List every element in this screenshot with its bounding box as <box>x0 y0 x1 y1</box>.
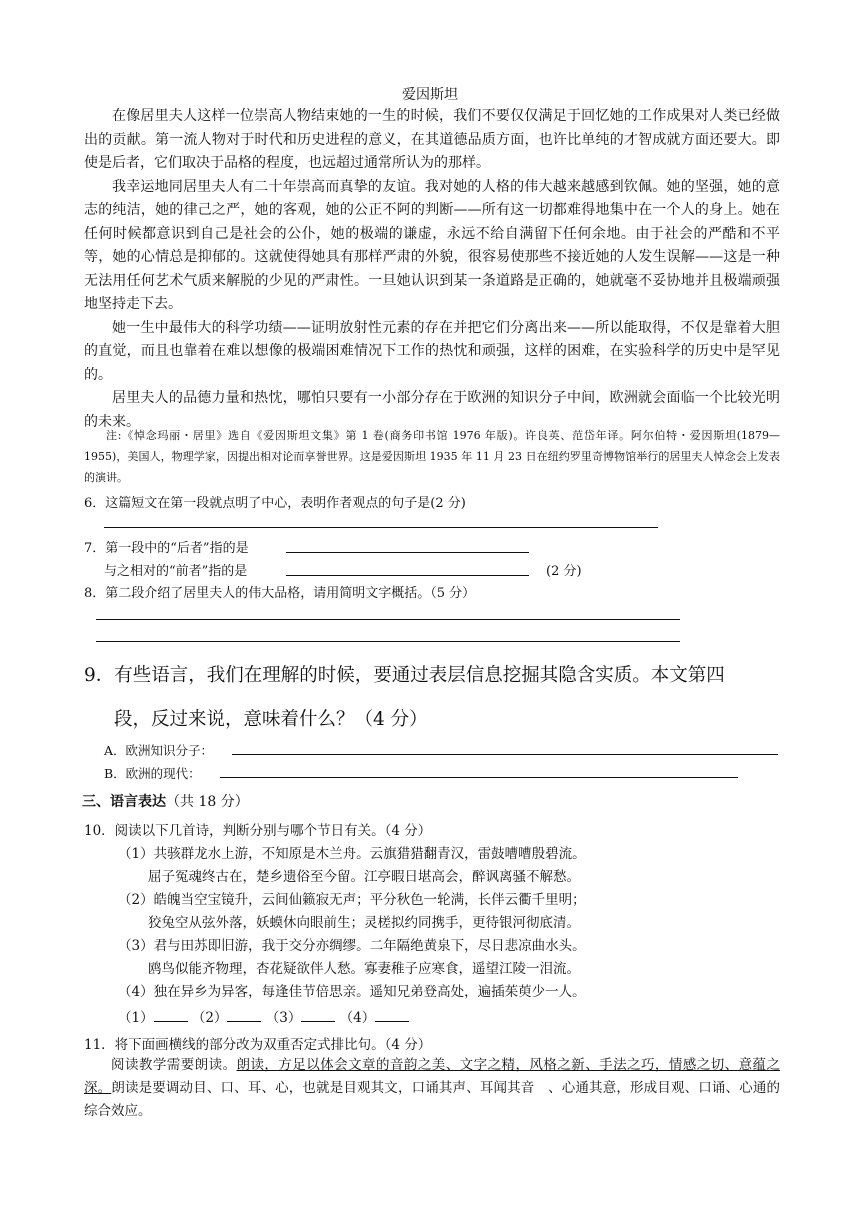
question-7-line1: 7．第一段中的“后者”指的是 <box>84 541 249 556</box>
question-10-answers: （1） （2） （3） （4） <box>118 1006 409 1026</box>
passage-paragraph-4: 居里夫人的品德力量和热忱，哪怕只要有一小部分存在于欧洲的知识分子中间，欧洲就会面临一个比较光明的未来。 <box>84 390 780 430</box>
passage-paragraph-2: 我幸运地同居里夫人有二十年崇高而真挚的友谊。我对她的人格的伟大越来越感到钦佩。她的坚强，她的意志的纯洁，她的律己之严，她的客观，她的公正不阿的判断——所有这一切都难得地集中在一个人的身上。她在任何时候都意识到自己是社会的公仆，她的极端的谦虚，永远不给自满留下任何余地。由于社会的严酷和不平等，她的心情总是抑郁的。这就使得她具有那样严肃的外貌，很容易使那些不接近她的人发生误解——这是一种无法用任何艺术气质来解脱的少见的严肃性。一旦她认识到某一条道路是正确的，她就毫不妥协地并且极端顽强地坚持走下去。 <box>84 178 780 312</box>
question-9-line2: 段，反过来说，意味着什么？（4 分） <box>114 709 428 730</box>
question-7-score: (2 分) <box>546 564 582 579</box>
passage-paragraph-3: 她一生中最伟大的科学功绩——证明放射性元素的存在并把它们分离出来——所以能取得，不仅是靠着大胆的直觉，而且也靠着在难以想像的极端困难情况下工作的热忱和顽强，这样的困难，在实验科学的历史中是罕见的。 <box>84 319 780 383</box>
poem-2-line2: 狡兔空从弦外落，妖蟆休向眼前生；灵槎拟约同携手，更待银河彻底清。 <box>148 915 580 931</box>
question-9-b-label: B．欧洲的现代： <box>104 766 201 781</box>
question-8: 8．第二段介绍了居里夫人的伟大品格，请用简明文字概括。（5 分） <box>84 586 476 601</box>
poem-3-line2: 鸥鸟似能齐物理，杏花疑欲伴人愁。寡妻稚子应寒食，遥望江陵一泪流。 <box>148 961 580 977</box>
passage-body <box>84 105 780 434</box>
passage-author-title: 爱因斯坦 <box>402 87 458 103</box>
passage-note: 注:《悼念玛丽・居里》选自《爱因斯坦文集》第 1 卷(商务印书馆 1976 年版)。许良英、范岱年译。阿尔伯特・爱因斯坦(1879—1955)，美国人，物理学家，因提出相对论而享誉世界。这是爱因斯坦 1935 年 11 月 23 日在纽约罗里奇博物馆举行的居里夫人悼念会上发表的演讲。 <box>84 429 780 484</box>
answer-line-q8a[interactable] <box>96 619 680 620</box>
answer-blank-1[interactable] <box>154 1009 188 1022</box>
answer-line-q8b[interactable] <box>96 641 680 642</box>
question-10: 10．阅读以下几首诗，判断分别与哪个节日有关。（4 分） <box>84 823 432 839</box>
answer-line-q9b[interactable] <box>220 777 738 778</box>
poem-3-line1: （3）君与田苏即旧游，我于交分亦绸缪。二年隔绝黄泉下，尽日悲凉曲水头。 <box>118 938 586 954</box>
question-6: 6．这篇短文在第一段就点明了中心，表明作者观点的句子是(2 分) <box>84 496 466 511</box>
poem-1-line2: 屈子冤魂终古在，楚乡遗俗至今留。江亭暇日堪高会，醉讽离骚不解愁。 <box>148 869 580 885</box>
question-9-line1: 9．有些语言，我们在理解的时候，要通过表层信息挖掘其隐含实质。本文第四 <box>84 665 725 686</box>
passage-paragraph-1: 在像居里夫人这样一位崇高人物结束她的一生的时候，我们不要仅仅满足于回忆她的工作成果对人类已经做出的贡献。第一流人物对于时代和历史进程的意义，在其道德品质方面，也许比单纯的才智成就方面还要大。即使是后者，它们取决于品格的程度，也远超过通常所认为的那样。 <box>84 108 780 171</box>
section-3-score: （共 18 分） <box>166 794 249 810</box>
poem-2-line1: （2）皓魄当空宝镜升，云间仙籁寂无声；平分秋色一轮满，长伴云衢千里明； <box>118 892 586 908</box>
answer-line-q7a[interactable] <box>286 552 529 553</box>
underlined-sentence: 朗读，方足以体会文章的音韵之美、文字之精，风格之新、手法之巧，情感之切、意蕴之深。 <box>84 1057 781 1096</box>
answer-blank-3[interactable] <box>301 1009 335 1022</box>
answer-line-q6[interactable] <box>104 527 658 528</box>
answer-line-q7b[interactable] <box>286 575 529 576</box>
question-9-a-label: A．欧洲知识分子： <box>104 743 214 758</box>
answer-line-q9a[interactable] <box>232 754 778 755</box>
question-7-line2: 与之相对的“前者”指的是 <box>104 564 248 579</box>
answer-blank-2[interactable] <box>227 1009 261 1022</box>
answer-blank-4[interactable] <box>375 1009 409 1022</box>
poem-1-line1: （1）共骇群龙水上游，不知原是木兰舟。云旗猎猎翻青汉，雷鼓嘈嘈殷碧流。 <box>118 846 586 862</box>
poem-4-line1: （4）独在异乡为异客，每逢佳节倍思亲。遥知兄弟登高处，遍插茱萸少一人。 <box>118 984 586 1000</box>
question-11-passage: 阅读教学需要朗读。朗读，方足以体会文章的音韵之美、文字之精，风格之新、手法之巧，情感之切、意蕴之深。朗读是要调动目、口、耳、心，也就是目观其文，口诵其声、耳闻其音 、心通其意，形成目观、口诵、心通的综合效应。 <box>84 1057 781 1119</box>
section-3-heading: 三、语言表达（共 18 分） <box>82 794 249 810</box>
question-11: 11．将下面画横线的部分改为双重否定式排比句。（4 分） <box>84 1037 432 1053</box>
